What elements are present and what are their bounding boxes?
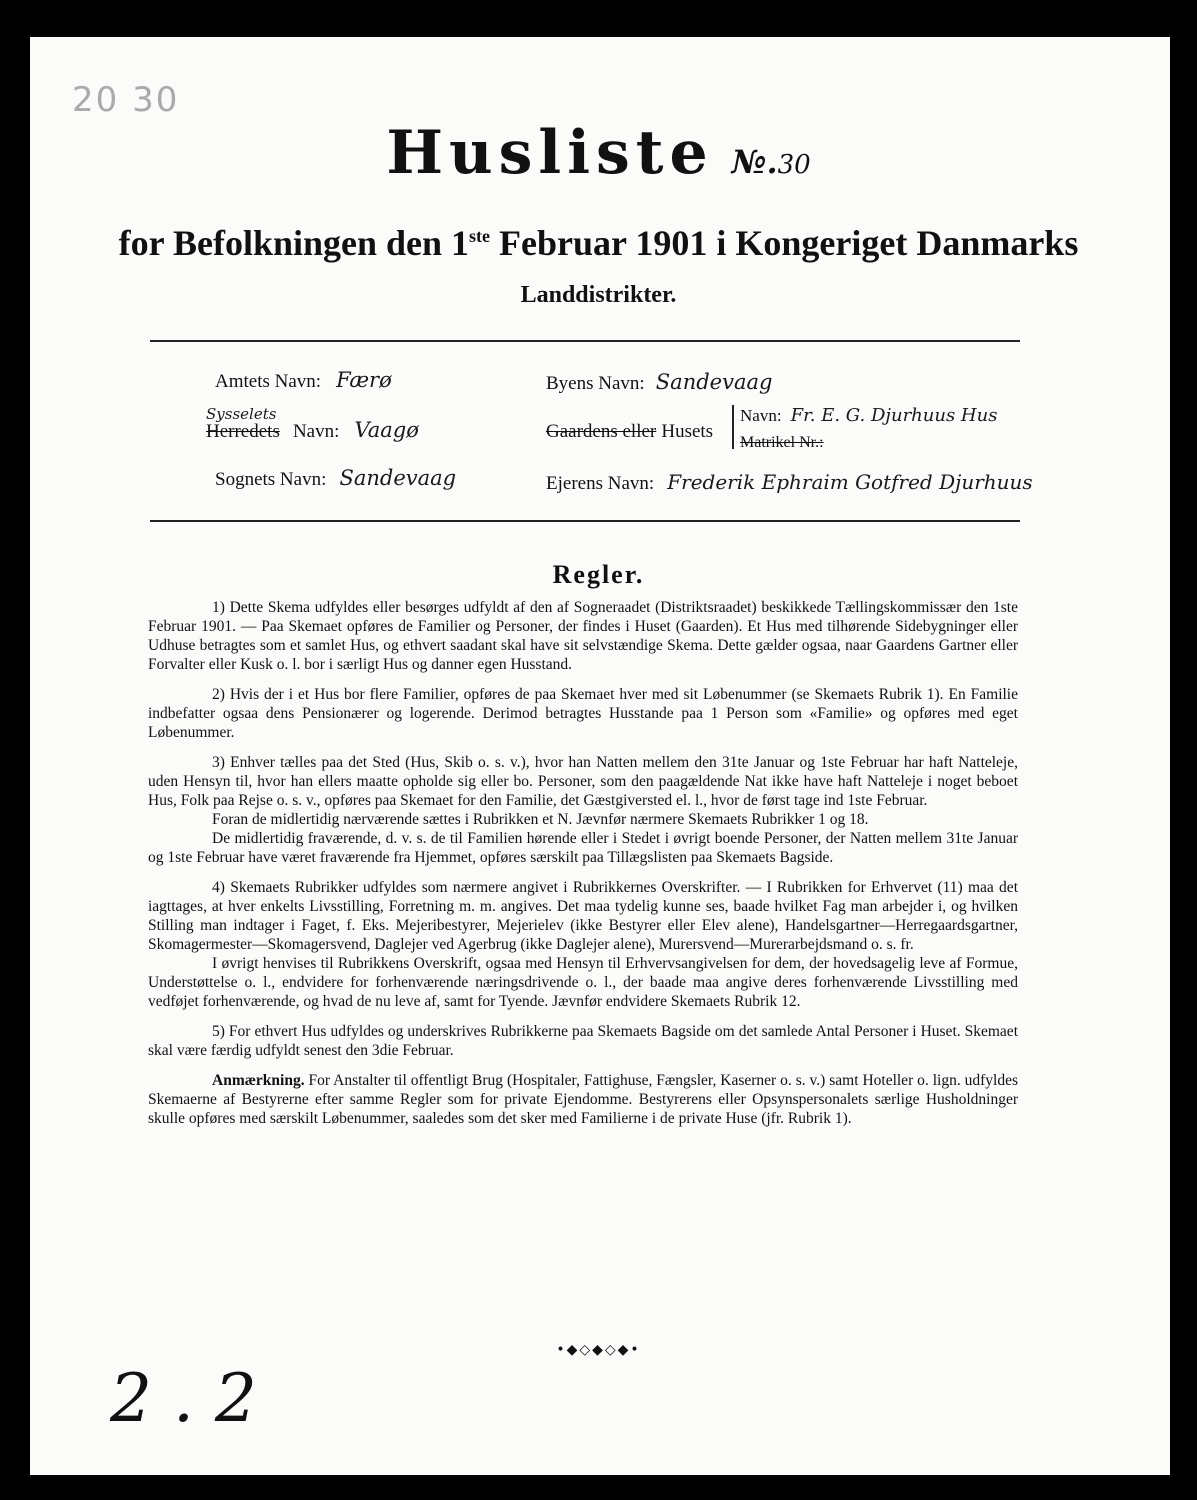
bottom-divider <box>150 520 1020 522</box>
district-heading: Landdistrikter. <box>520 282 677 308</box>
corner-page-numbers: 20 30 <box>72 80 180 120</box>
sogn-value: Sandevaag <box>339 466 457 490</box>
rule-5: 5) For ethvert Hus udfyldes og underskrives Rubrikkerne paa Skemaets Bagside om det samlede Antal Personer i Huset. Skemaet skal være færdig udfyldt senest den 3die Februar. <box>148 1023 1018 1059</box>
gaard-label-struck: Gaardens eller <box>546 421 657 442</box>
rules-heading: Regler. <box>552 560 645 589</box>
document-title-block <box>0 118 1197 188</box>
amt-value: Færø <box>336 368 392 392</box>
ejer-label: Ejerens Navn: <box>546 473 655 494</box>
annotation-note <box>148 1071 1018 1128</box>
document-subtitle <box>0 222 1197 264</box>
document-title: Husliste <box>386 118 714 188</box>
gaard-field <box>546 421 713 443</box>
subtitle-superscript: ste <box>469 226 491 246</box>
herred-navn-label: Navn: <box>292 421 340 442</box>
rule-3: 3) Enhver tælles paa det Sted (Hus, Skib o. s. v.), hvor han Natten mellem den 31te Januar og 1ste Februar har haft Natteleje, uden Hensyn til, hvor han ellers maatte opholde sig eller bo. Personer, som den paagældende Nat ikke have haft Natteleje i noget beboet Hus, Folk paa Rejse o. s. v., opføres paa Skemaet for den Familie, det Gæstgiversted el. l., hvor de først tage ind 1ste Februar. <box>148 754 1018 809</box>
list-number-handwritten: 30 <box>777 150 811 180</box>
subtitle-text-rest: Februar 1901 i Kongeriget Danmarks <box>490 223 1079 263</box>
matrikel-field <box>740 432 824 452</box>
rule-4-continued: I øvrigt henvises til Rubrikkens Overskrift, ogsaa med Hensyn til Erhvervsangivelsen for dem, der hovedsagelig leve af Formue, Understøttelse o. l., endvidere for forhenværende næringsdrivende o. l., der baade maa angive deres forhenværende Livsstilling med vedføjet forhenværende, og hvad de nu leve af, samt for Tyende. Jævnfør endvidere Skemaets Rubrik 12. <box>148 955 1018 1010</box>
ejer-value: Frederik Ephraim Gotfred Djurhuus <box>667 470 1033 494</box>
bottom-handwritten-number: 2 . 2 <box>110 1360 257 1437</box>
amt-label: Amtets Navn: <box>215 371 322 392</box>
husets-label: Husets <box>661 421 714 442</box>
husets-navn-value: Fr. E. G. Djurhuus Hus <box>790 405 998 426</box>
rule-3-absent-note: De midlertidig fraværende, d. v. s. de til Familien hørende eller i Stedet i øvrigt boende Personer, der Natten mellem 31te Januar og 1ste Februar have været fraværende fra Hjemmet, opføres særskilt paa Tillægslisten paa Skemaets Bagside. <box>148 830 1018 866</box>
sogn-label: Sognets Navn: <box>215 469 327 490</box>
ejer-field <box>546 470 1033 495</box>
subtitle-text: for Befolkningen den 1 <box>118 223 470 263</box>
husets-navn-label: Navn: <box>740 406 782 425</box>
by-field <box>546 370 772 395</box>
by-label: Byens Navn: <box>546 373 645 394</box>
rules-body <box>148 598 1018 1139</box>
note-label: Anmærkning. <box>212 1072 305 1089</box>
rule-1: 1) Dette Skema udfyldes eller besørges udfyldt af den af Sogneraadet (Distriktsraadet) beskikkede Tællingskommissær den 1ste Februar 1901. — Paa Skemaet opføres de Familier og Personer, der findes i Huset (Gaarden). Et Hus med tilhørende Sidebygninger eller Udhuse betragtes som et samlet Hus, og ethvert saadant skal have sit selvstændige Skema. Dette gælder ogsaa, naar Gaardens Gartner eller Forvalter eller Kusk o. l. bor i særligt Hus og danner egen Husstand. <box>148 599 1018 673</box>
top-divider <box>150 340 1020 342</box>
rule-4: 4) Skemaets Rubrikker udfyldes som nærmere angivet i Rubrikkernes Overskrifter. — I Rubrikken for Erhvervet (11) maa det iagttages, at hver enkelts Livsstilling, Forretning m. m. angives. Det maa tydelig kunne ses, baade hvilket Fag man arbejder i, og hvilken Stilling man indtager i Faget, f. Eks. Mejeribestyrer, Mejerielev (ikke Bestyrer eller Elev alene), Handelsgartner—Herregaardsgartner, Skomagermester—Skomagersvend, Daglejer ved Agerbrug (ikke Daglejer alene), Murersvend—Murerarbejdsmand o. s. fr. <box>148 879 1018 953</box>
sysselets-annotation: Sysselets <box>206 405 277 423</box>
sogn-field <box>215 466 456 491</box>
rule-2: 2) Hvis der i et Hus bor flere Familier, opføres de paa Skemaet hver med sit Løbenummer (se Skemaets Rubrik 1). En Familie indbefatter ogsaa dens Pensionærer og logerende. Derimod betragtes Husstande paa 1 Person som «Familie» og opføres med eget Løbenummer. <box>148 686 1018 741</box>
husets-navn-field <box>740 405 997 426</box>
matrikel-label: Matrikel Nr.: <box>740 434 824 451</box>
closing-ornament: •◆◇◆◇◆• <box>556 1342 641 1358</box>
herred-field <box>206 418 419 443</box>
amt-field <box>215 368 392 393</box>
list-number-prefix: №. <box>731 143 778 181</box>
note-text: For Anstalter til offentligt Brug (Hospitaler, Fattighuse, Fængsler, Kaserner o. s. v.) samt Hoteller o. lign. udfyldes Skemaerne af Bestyrerne efter samme Regler som for private Ejendomme. Bestyrerens eller Opsynspersonalets særlige Husholdninger skulle opføres med særskilt Løbenummer, saaledes som det sker med Familierne i de private Huse (jfr. Rubrik 1). <box>148 1072 1018 1127</box>
herred-label-struck: Herredets <box>206 421 280 442</box>
herred-value: Vaagø <box>354 418 419 442</box>
by-value: Sandevaag <box>655 370 773 394</box>
husets-bracket <box>732 405 734 449</box>
rule-3-n-note: Foran de midlertidig nærværende sættes i Rubrikken et N. Jævnfør nærmere Skemaets Rubrikker 1 og 18. <box>212 811 869 828</box>
